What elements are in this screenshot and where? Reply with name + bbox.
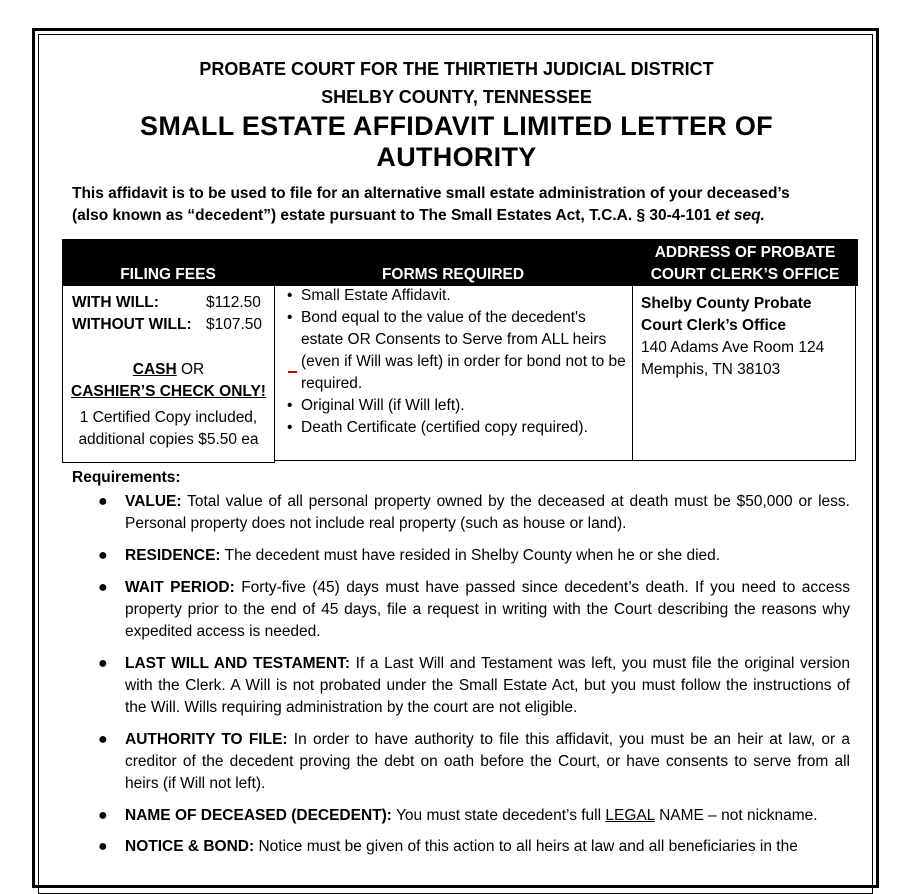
document-title-line2: AUTHORITY bbox=[376, 142, 537, 172]
et-seq: et seq. bbox=[715, 207, 765, 224]
clerk-office-name-line2: Court Clerk’s Office bbox=[641, 317, 786, 334]
bullet-icon: ● bbox=[98, 655, 108, 672]
cashiers-check-label: CASHIER’S CHECK ONLY! bbox=[71, 383, 266, 400]
document-title-line1: SMALL ESTATE AFFIDAVIT LIMITED LETTER OF bbox=[140, 111, 773, 141]
copy-info-line1: 1 Certified Copy included, bbox=[79, 409, 258, 426]
header-address-line2: COURT CLERK’S OFFICE bbox=[650, 266, 840, 283]
requirement-item: ● NAME OF DECEASED (DECEDENT): You must state decedent’s full LEGAL NAME – not nickname. bbox=[125, 805, 850, 827]
bullet-icon: ● bbox=[98, 838, 108, 855]
without-will-label: WITHOUT WILL: bbox=[72, 316, 192, 333]
bullet-icon: ● bbox=[98, 807, 108, 824]
requirement-item: ● AUTHORITY TO FILE: In order to have authority to file this affidavit, you must be an heir at law, or a creditor of the decedent proving the debt on oath before the Court, or have consents to serve from all heirs (if Will not left). bbox=[98, 731, 850, 792]
form-item: • Small Estate Affidavit. bbox=[282, 285, 627, 307]
clerk-office-name-line1: Shelby County Probate bbox=[641, 295, 812, 312]
with-will-amount: $112.50 bbox=[206, 294, 261, 311]
court-name: PROBATE COURT FOR THE THIRTIETH JUDICIAL DISTRICT bbox=[199, 59, 714, 79]
header-address-line1: ADDRESS OF PROBATE bbox=[654, 244, 836, 261]
header-filing-fees: FILING FEES bbox=[120, 266, 216, 283]
red-mark bbox=[288, 371, 297, 373]
form-item: • Death Certificate (certified copy required). bbox=[282, 417, 627, 439]
form-item: • Original Will (if Will left). bbox=[282, 395, 627, 417]
requirement-item: ● LAST WILL AND TESTAMENT: If a Last Will and Testament was left, you must file the original version with the Clerk. A Will is not probated under the Small Estate Act, but you must follow the instructions of the Will. Wills requiring administration by the court are not eligible. bbox=[98, 655, 851, 716]
without-will-amount: $107.50 bbox=[206, 316, 263, 333]
intro-line2: (also known as “decedent”) estate pursuant to The Small Estates Act, T.C.A. § 30-4-101 et seq. bbox=[72, 207, 765, 224]
requirement-item: ● WAIT PERIOD: Forty-five (45) days must have passed since decedent’s death. If you need to access property prior to the end of 45 days, file a request in writing with the Court describing the reasons why expedited access is needed. bbox=[98, 579, 851, 640]
requirement-item: ● RESIDENCE: The decedent must have resided in Shelby County when he or she died. bbox=[125, 545, 850, 567]
form-item: • Bond equal to the value of the decedent's estate OR Consents to Serve from ALL heirs (even if Will was left) in order for bond not to be required. bbox=[282, 307, 627, 395]
requirement-item: ● VALUE: Total value of all personal property owned by the deceased at death must be $50,000 or less. Personal property does not include real property (such as house or land). bbox=[98, 493, 850, 532]
intro-line1: This affidavit is to be used to file for an alternative small estate administration of your deceased’s bbox=[72, 185, 790, 202]
with-will-label: WITH WILL: bbox=[72, 294, 159, 311]
clerk-office-street: 140 Adams Ave Room 124 bbox=[641, 339, 825, 356]
copy-info-line2: additional copies $5.50 ea bbox=[78, 431, 259, 448]
cash-label: CASH bbox=[132, 361, 177, 378]
requirements-title: Requirements: bbox=[72, 469, 181, 486]
requirement-item-cutoff: ● NOTICE & BOND: Notice must be given of this action to all heirs at law and all beneficiaries in the bbox=[125, 836, 850, 858]
payment-method-line1: CASH OR bbox=[132, 361, 205, 378]
bullet-icon: ● bbox=[98, 493, 108, 510]
header-forms-required: FORMS REQUIRED bbox=[381, 266, 525, 283]
bullet-icon: ● bbox=[98, 731, 108, 748]
county-name: SHELBY COUNTY, TENNESSEE bbox=[321, 87, 592, 107]
bullet-icon: ● bbox=[98, 579, 108, 596]
bullet-icon: ● bbox=[98, 547, 108, 564]
forms-list bbox=[282, 285, 627, 439]
clerk-office-city: Memphis, TN 38103 bbox=[641, 361, 781, 378]
intro-paragraph bbox=[72, 183, 832, 227]
